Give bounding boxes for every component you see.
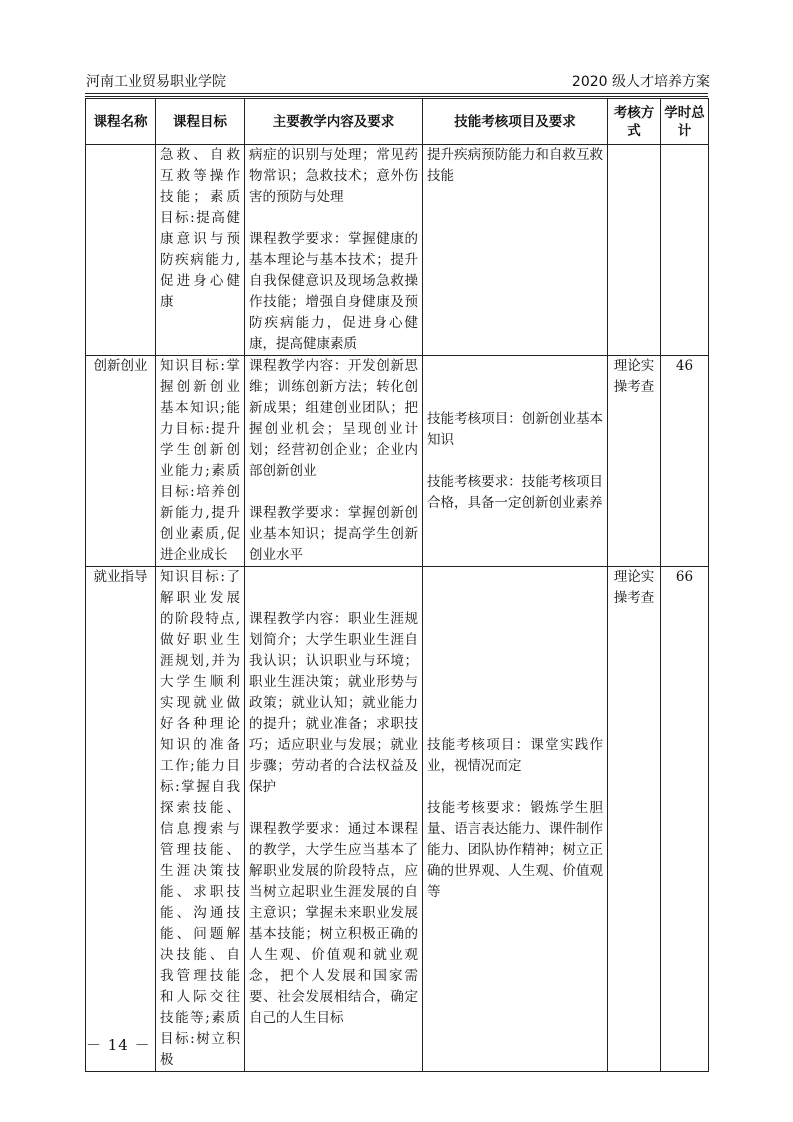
header-rule-thin: [85, 96, 708, 97]
assessment-method: 理论实操考查: [608, 567, 661, 1072]
course-content-part: 病症的识别与处理；常见药物常识；急救技术；意外伤害的预防与处理: [249, 147, 418, 205]
table-row: [86, 356, 709, 567]
total-hours: [661, 145, 709, 356]
table-row: [86, 145, 709, 356]
course-requirement: 课程教学要求：掌握健康的基本理论与基本技术；提升自我保健意识及现场急救操作技能；增强自身健康及预防疾病能力，促进身心健康，提高健康素质: [249, 231, 418, 352]
skill-item: 技能考核项目：课堂实践作业，视情况而定: [427, 737, 603, 774]
column-header-skill: 技能考核项目及要求: [423, 99, 608, 145]
total-hours: 66: [661, 567, 709, 1072]
skill-assessment: [423, 145, 608, 356]
course-requirement: 课程教学要求：掌握创新创业基本知识；提高学生创新创业水平: [249, 505, 418, 563]
course-name: 就业指导: [86, 567, 156, 1072]
skill-assessment: [423, 356, 608, 567]
page-number: － 14 －: [86, 1036, 151, 1054]
course-goal: 知识目标:掌握创新创业基本知识;能力目标:提升学生创新创业能力;素质目标:培养创新能力,提升创业素质,促进企业成长: [156, 356, 245, 567]
course-content: [245, 356, 423, 567]
column-header-goal: 课程目标: [156, 99, 245, 145]
course-table: [85, 98, 709, 1072]
column-header-hours: 学时总计: [661, 99, 709, 145]
column-header-name: 课程名称: [86, 99, 156, 145]
column-header-content: 主要教学内容及要求: [245, 99, 423, 145]
course-content-part: 课程教学内容：职业生涯规划简介；大学生职业生涯自我认识；认识职业与环境；职业生涯决策；就业形势与政策；就业认知；就业能力的提升；就业准备；求职技巧；适应职业与发展；就业步骤；劳动者的合法权益及保护: [249, 611, 418, 795]
assessment-method: 理论实操考查: [608, 356, 661, 567]
course-name: [86, 145, 156, 356]
course-content: [245, 145, 423, 356]
skill-assessment: [423, 567, 608, 1072]
skill-requirement: 技能考核要求：技能考核项目合格，具备一定创新创业素养: [427, 473, 603, 511]
course-content-part: 课程教学内容：开发创新思维；训练创新方法；转化创新成果；组建创业团队；把握创业机会；呈现创业计划；经营初创企业；企业内部创新创业: [249, 358, 418, 479]
table-header-row: [86, 99, 709, 145]
course-name: 创新创业: [86, 356, 156, 567]
skill-requirement: 技能考核要求：锻炼学生胆量、语言表达能力、课件制作能力、团队协作精神；树立正确的世界观、人生观、价值观等: [427, 800, 603, 900]
column-header-method: 考核方式: [608, 99, 661, 145]
skill-item: 技能考核项目：创新创业基本知识: [427, 410, 603, 448]
total-hours: 46: [661, 356, 709, 567]
header-document-title: 2020 级人才培养方案: [571, 74, 710, 90]
course-content: [245, 567, 423, 1072]
assessment-method: [608, 145, 661, 356]
course-goal: 急救、自救互救等操作技能；素质目标:提高健康意识与预防疾病能力,促进身心健康: [156, 145, 245, 356]
course-requirement: 课程教学要求：通过本课程的教学，大学生应当基本了解职业发展的阶段特点，应当树立起职业生涯发展的自主意识；掌握未来职业发展基本技能；树立积极正确的人生观、价值观和就业观念，把个人发展和国家需要、社会发展相结合，确定自己的人生目标: [249, 821, 418, 1026]
header-rule: [85, 93, 708, 94]
skill-item: 提升疾病预防能力和自救互救技能: [427, 147, 603, 184]
header-school-name: 河南工业贸易职业学院: [86, 74, 226, 90]
table-row: [86, 567, 709, 1072]
course-goal: 知识目标:了解职业发展的阶段特点,做好职业生涯规划,并为大学生顺利实现就业做好各种理论知识的准备工作;能力目标:掌握自我探索技能、信息搜索与管理技能、生涯决策技能、求职技能、沟通技能、问题解决技能、自我管理技能和人际交往技能等;素质目标:树立积极: [156, 567, 245, 1072]
